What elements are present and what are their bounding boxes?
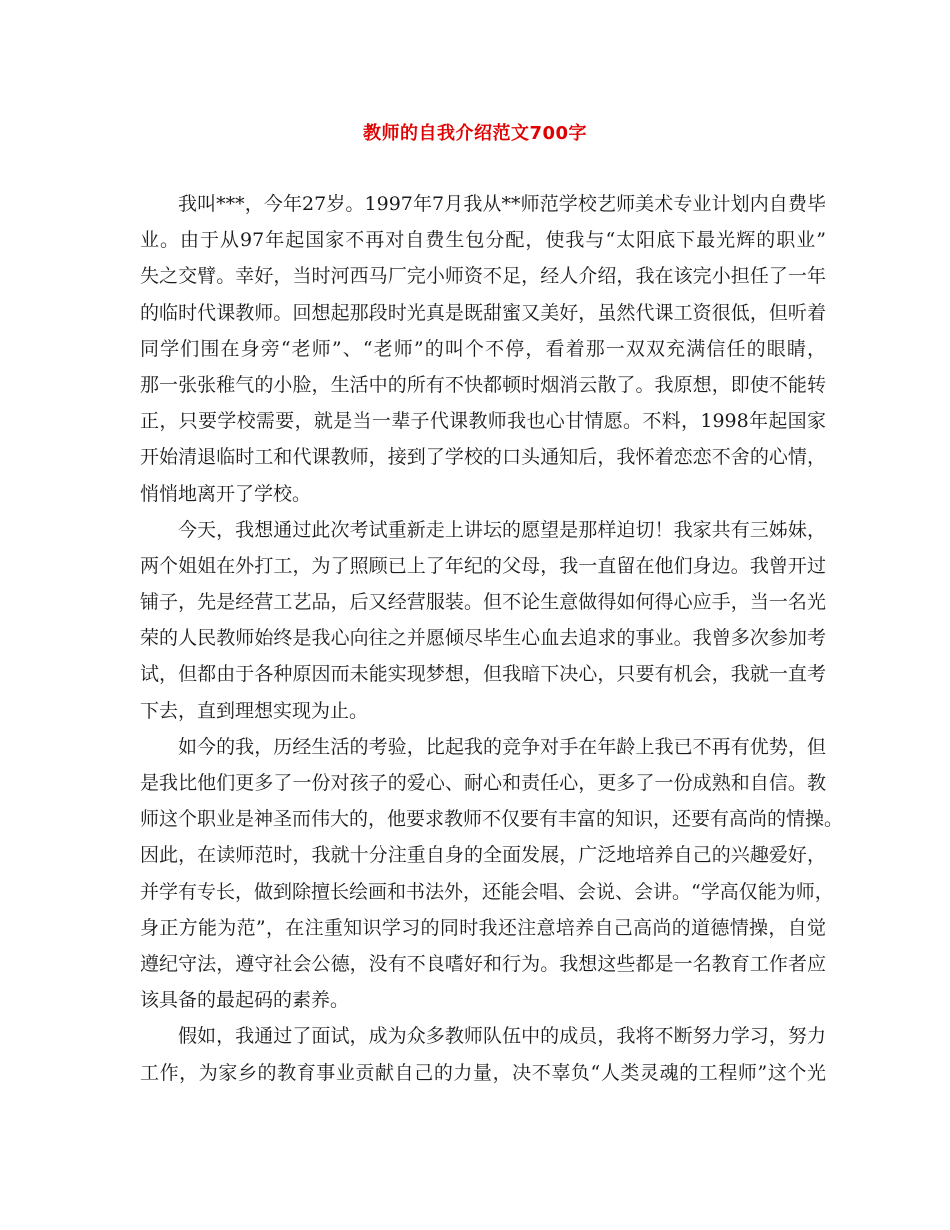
text-line: 该具备的最起码的素养。 (140, 989, 350, 1012)
text-line: 遵纪守法，遵守社会公德，没有不良嗜好和行为。我想这些都是一名教育工作者应 (140, 952, 826, 975)
text-line: 下去，直到理想实现为止。 (140, 699, 369, 722)
document-title: 教师的自我介绍范文700字 (362, 123, 588, 144)
text-line: 因此，在读师范时，我就十分注重自身的全面发展，广泛地培养自己的兴趣爱好， (140, 844, 826, 867)
text-line: 并学有专长，做到除擅长绘画和书法外，还能会唱、会说、会讲。“学高仅能为师， (140, 880, 834, 903)
text-line: 的临时代课教师。回想起那段时光真是既甜蜜又美好，虽然代课工资很低，但听着 (140, 301, 826, 324)
text-line: 今天，我想通过此次考试重新走上讲坛的愿望是那样迫切！我家共有三姊妹， (178, 518, 826, 541)
text-line: 失之交臂。幸好，当时河西马厂完小师资不足，经人介绍，我在该完小担任了一年 (140, 265, 826, 288)
text-line: 悄悄地离开了学校。 (140, 482, 312, 505)
text-line: 两个姐姐在外打工，为了照顾已上了年纪的父母，我一直留在他们身边。我曾开过 (140, 554, 826, 577)
document-body (140, 186, 844, 1091)
text-line: 师这个职业是神圣而伟大的，他要求教师不仅要有丰富的知识，还要有高尚的情操。 (140, 808, 844, 831)
paragraph (140, 729, 844, 1019)
text-line: 业。由于从97年起国家不再对自费生包分配，使我与“太阳底下最光辉的职业” (140, 229, 826, 252)
text-line: 如今的我，历经生活的考验，比起我的竞争对手在年龄上我已不再有优势，但 (178, 735, 826, 758)
text-line: 是我比他们更多了一份对孩子的爱心、耐心和责任心，更多了一份成熟和自信。教 (140, 772, 826, 794)
text-line: 开始清退临时工和代课教师，接到了学校的口头通知后，我怀着恋恋不舍的心情， (140, 446, 826, 469)
text-line: 工作，为家乡的教育事业贡献自己的力量，决不辜负“人类灵魂的工程师”这个光 (140, 1061, 826, 1084)
text-line: 试，但都由于各种原因而未能实现梦想，但我暗下决心，只要有机会，我就一直考 (140, 663, 826, 686)
text-line: 身正方能为范”，在注重知识学习的同时我还注意培养自己高尚的道德情操，自觉 (140, 916, 826, 939)
text-line: 荣的人民教师始终是我心向往之并愿倾尽毕生心血去追求的事业。我曾多次参加考 (140, 627, 826, 650)
paragraph (140, 512, 826, 729)
text-line: 铺子，先是经营工艺品，后又经营服装。但不论生意做得如何得心应手，当一名光 (140, 591, 826, 614)
text-line: 我叫***，今年27岁。1997年7月我从**师范学校艺师美术专业计划内自费毕 (178, 193, 826, 215)
paragraph (140, 186, 826, 512)
text-line: 假如，我通过了面试，成为众多教师队伍中的成员，我将不断努力学习，努力 (178, 1025, 826, 1048)
paragraph (140, 1018, 826, 1090)
text-line: 同学们围在身旁“老师”、“老师”的叫个不停，看着那一双双充满信任的眼睛， (140, 337, 826, 360)
text-line: 那一张张稚气的小脸，生活中的所有不快都顿时烟消云散了。我原想，即使不能转 (140, 373, 826, 396)
text-line: 正，只要学校需要，就是当一辈子代课教师我也心甘情愿。不料，1998年起国家 (140, 410, 826, 433)
